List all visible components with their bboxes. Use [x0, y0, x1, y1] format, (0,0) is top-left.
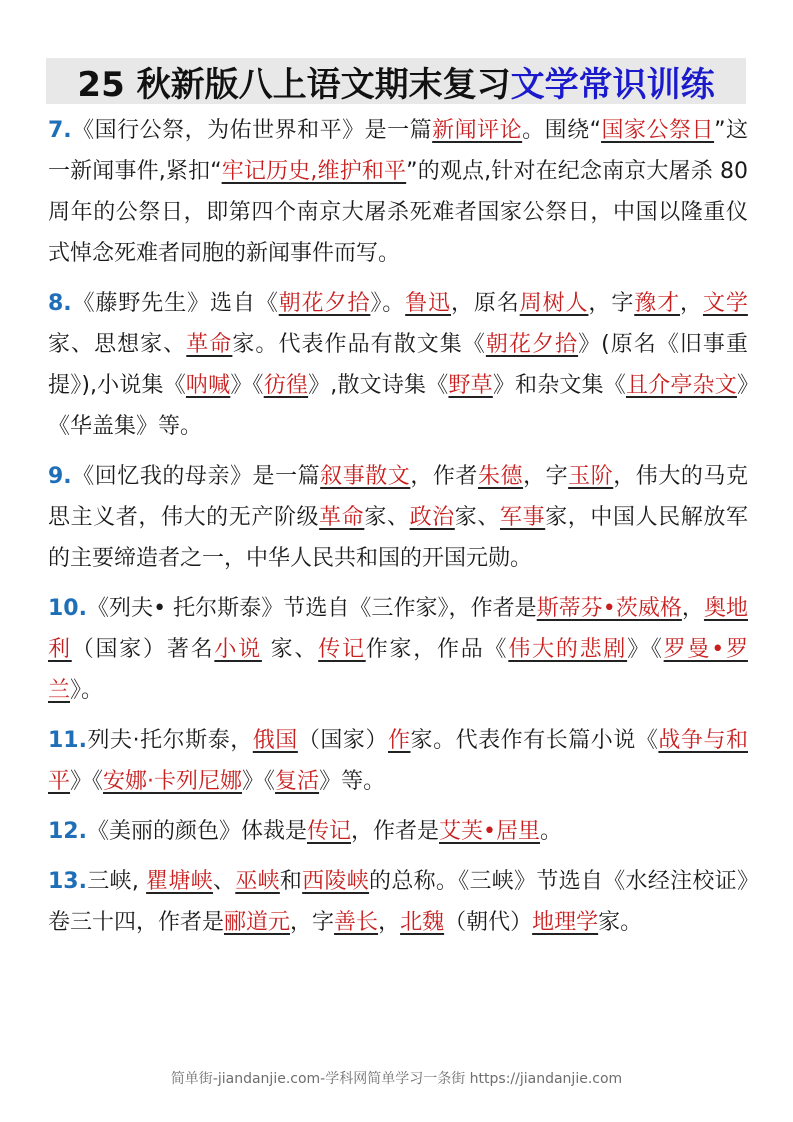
- answer-text: 玉阶: [568, 464, 614, 489]
- answer-text: 传记: [318, 637, 366, 662]
- answer-text: 伟大的悲剧: [508, 637, 628, 662]
- answer-text: 朝花夕拾: [485, 332, 579, 357]
- exercise-list: [48, 110, 748, 952]
- answer-text: 作: [387, 728, 411, 753]
- exercise-number: 10.: [48, 596, 87, 621]
- question-text: 》(原名《旧事重提》),小说集《: [48, 332, 748, 398]
- answer-text: 朝花夕拾: [278, 291, 371, 316]
- answer-text: 鲁迅: [405, 291, 451, 316]
- answer-text: 革命: [319, 505, 365, 530]
- answer-text: 彷徨: [263, 373, 309, 398]
- question-text: 《回忆我的母亲》是一篇: [71, 464, 321, 489]
- question-text: 、: [213, 869, 236, 894]
- question-text: 家。代表作有长篇小说《: [410, 728, 659, 753]
- question-text: 》,散文诗集《: [308, 373, 449, 398]
- question-text: ，作者是: [351, 819, 440, 844]
- answer-text: 叙事散文: [320, 464, 411, 489]
- question-text: ，原名: [450, 291, 520, 316]
- question-text: 。围绕“: [522, 118, 602, 143]
- question-text: 《藤野先生》选自《: [71, 291, 279, 316]
- question-text: （国家）: [297, 728, 388, 753]
- exercise-number: 7.: [48, 118, 72, 143]
- question-text: 家、: [364, 505, 410, 530]
- exercise-item: [48, 283, 748, 447]
- answer-text: 且介亭杂文: [625, 373, 737, 398]
- question-text: ，字: [290, 910, 335, 935]
- answer-text: 战争与和平: [48, 728, 748, 794]
- answer-text: 传记: [307, 819, 352, 844]
- title-highlight: 文学常识训练: [510, 64, 715, 105]
- question-text: 家、思想家、: [48, 332, 187, 357]
- question-text: 《列夫• 托尔斯泰》节选自《三作家》，作者是: [86, 596, 537, 621]
- question-text: 和: [279, 869, 303, 894]
- answer-text: 郦道元: [224, 910, 291, 935]
- answer-text: 北魏: [400, 910, 445, 935]
- question-text: ”这一新闻事件,紧扣“: [48, 118, 748, 184]
- question-text: 》。: [370, 291, 406, 316]
- answer-text: 安娜·卡列尼娜: [103, 769, 243, 794]
- answer-text: 军事: [499, 505, 546, 530]
- answer-text: 奥地利: [48, 596, 748, 662]
- question-text: 家。代表作品有散文集《: [232, 332, 486, 357]
- page-footer: 简单街-jiandanjie.com-学科网简单学习一条街 https://jiandanjie.com: [170, 1071, 623, 1087]
- page-title: [46, 58, 746, 104]
- question-text: 家、: [454, 505, 500, 530]
- exercise-number: 9.: [48, 464, 72, 489]
- question-text: （朝代）: [444, 910, 533, 935]
- answer-text: 瞿塘峡: [146, 869, 213, 894]
- question-text: ，伟大的马克思主义者，伟大的无产阶级: [48, 464, 748, 530]
- exercise-number: 8.: [48, 291, 72, 316]
- answer-text: 巫峡: [235, 869, 280, 894]
- title-main: 25 秋新版八上语文期末复习: [77, 64, 511, 105]
- question-text: 》《: [242, 769, 276, 794]
- question-text: 》等。: [319, 769, 386, 794]
- question-text: ，: [681, 596, 704, 621]
- answer-text: 革命: [186, 332, 233, 357]
- question-text: 》《华盖集》等。: [48, 373, 748, 439]
- answer-text: 周树人: [519, 291, 589, 316]
- question-text: 》。: [70, 678, 104, 703]
- exercise-item: [48, 811, 748, 852]
- question-text: ，: [680, 291, 703, 316]
- answer-text: 国家公祭日: [601, 118, 715, 143]
- answer-text: 地理学: [532, 910, 599, 935]
- question-text: 》《: [70, 769, 104, 794]
- exercise-item: [48, 861, 748, 943]
- exercise-item: [48, 456, 748, 579]
- answer-text: 斯蒂芬•茨威格: [536, 596, 682, 621]
- answer-text: 牢记历史,维护和平: [221, 159, 407, 184]
- question-text: 列夫·托尔斯泰，: [86, 728, 253, 753]
- exercise-number: 12.: [48, 819, 87, 844]
- question-text: （国家）著名: [71, 637, 215, 662]
- answer-text: 复活: [275, 769, 320, 794]
- answer-text: 文学: [702, 291, 748, 316]
- question-text: 作家，作品《: [365, 637, 509, 662]
- question-text: ，字: [588, 291, 635, 316]
- question-text: 家。: [598, 910, 643, 935]
- question-text: 三峡,: [86, 869, 147, 894]
- answer-text: 俄国: [252, 728, 298, 753]
- exercise-item: [48, 588, 748, 711]
- answer-text: 朱德: [477, 464, 524, 489]
- question-text: ”的观点,针对在纪念南京大屠杀 80 周年的公祭日，即第四个南京大屠杀死难者国家公祭日，中国以隆重仪式悼念死难者同胞的新闻事件而写。: [48, 159, 748, 266]
- answer-text: 豫才: [634, 291, 681, 316]
- answer-text: 政治: [409, 505, 455, 530]
- question-text: ，: [378, 910, 401, 935]
- question-text: 《国行公祭，为佑世界和平》是一篇: [71, 118, 433, 143]
- question-text: 》《: [627, 637, 664, 662]
- exercise-number: 11.: [48, 728, 87, 753]
- question-text: ，作者: [410, 464, 478, 489]
- question-text: 》《: [230, 373, 264, 398]
- exercise-item: [48, 110, 748, 274]
- exercise-number: 13.: [48, 869, 87, 894]
- question-text: 家、: [261, 637, 319, 662]
- answer-text: 艾芙•居里: [439, 819, 541, 844]
- exercise-item: [48, 720, 748, 802]
- answer-text: 野草: [448, 373, 493, 398]
- answer-text: 新闻评论: [432, 118, 523, 143]
- question-text: ，字: [523, 464, 569, 489]
- answer-text: 罗曼•罗兰: [48, 637, 748, 703]
- answer-text: 呐喊: [185, 373, 231, 398]
- question-text: 家，中国人民解放军的主要缔造者之一，中华人民共和国的开国元勋。: [48, 505, 748, 571]
- question-text: 的总称。《三峡》节选自《水经注校证》卷三十四，作者是: [48, 869, 748, 935]
- question-text: 。: [540, 819, 563, 844]
- question-text: 《美丽的颜色》体裁是: [86, 819, 307, 844]
- answer-text: 善长: [334, 910, 379, 935]
- answer-text: 小说: [214, 637, 262, 662]
- question-text: 》和杂文集《: [492, 373, 626, 398]
- answer-text: 西陵峡: [302, 869, 370, 894]
